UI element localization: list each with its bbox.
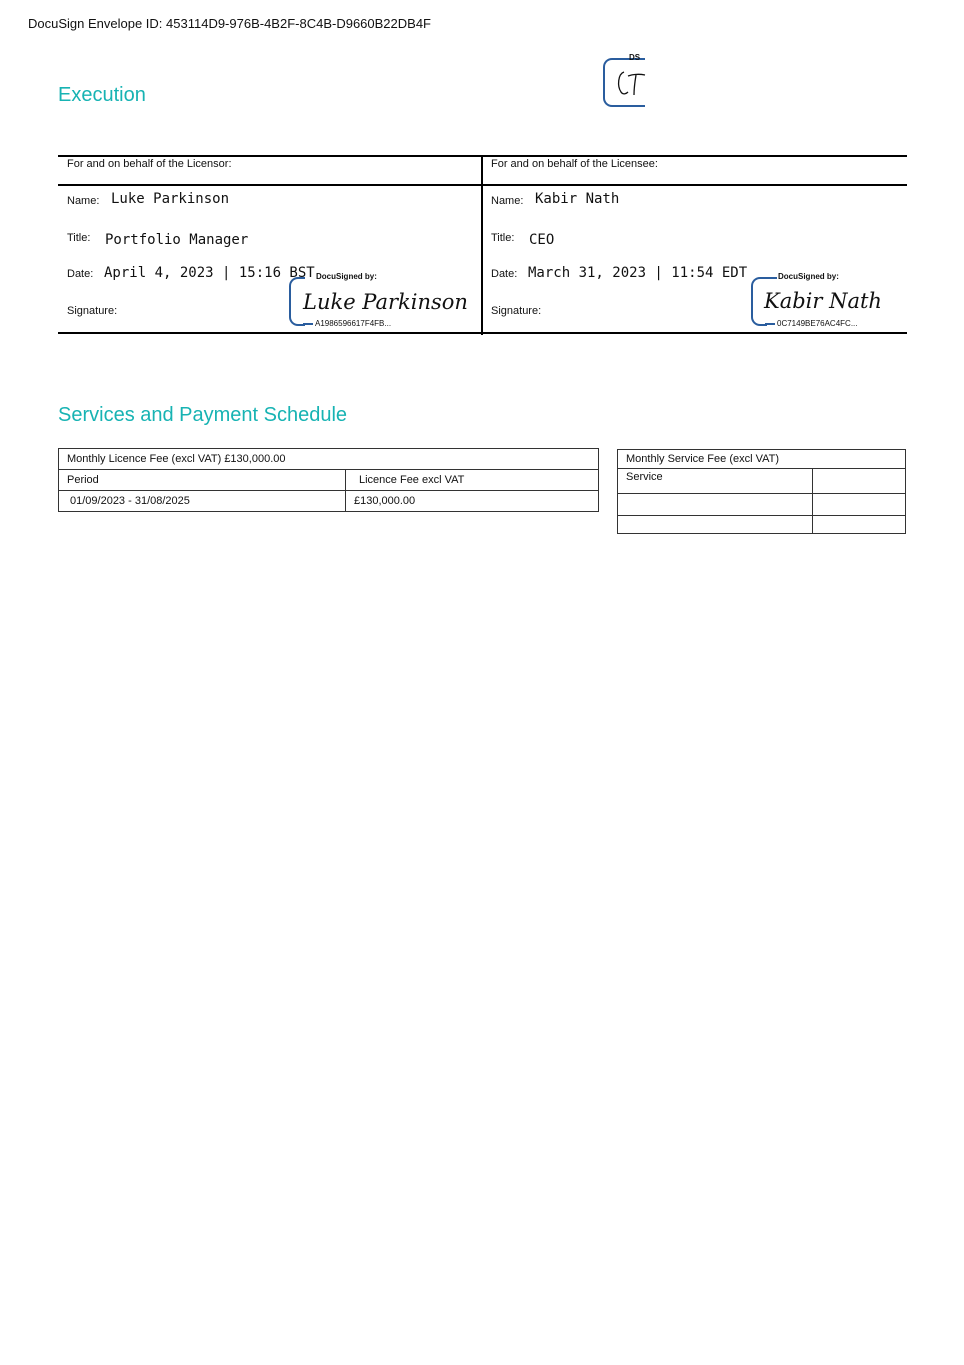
licence-fee-table [58,448,599,512]
licensee-date: March 31, 2023 | 11:54 EDT [528,265,748,281]
licensee-signature-underline [765,323,775,325]
licensee-docusigned-by: DocuSigned by: [778,272,839,281]
licensee-date-label: Date: [491,268,518,280]
table-row [59,491,599,512]
initials-stamp-label: DS [629,53,641,62]
licensee-signature-text: Kabir Nath [764,289,882,313]
licensor-docusigned-by: DocuSigned by: [316,272,377,281]
licensor-signature-label: Signature: [67,305,118,317]
licensor-signature-underline [303,323,313,325]
licensee-signature-image [764,287,884,317]
initials-handwriting-icon [614,68,648,98]
licence-fee-title: Monthly Licence Fee (excl VAT) £130,000.00 [59,449,599,470]
execution-table [58,155,907,335]
period-cell: 01/09/2023 - 31/08/2025 [59,491,346,512]
licensor-date-label: Date: [67,268,94,280]
licensee-signature-label: Signature: [491,305,542,317]
column-header-licence-fee: Licence Fee excl VAT [346,470,599,491]
table-cell [618,494,813,516]
licensor-signature-id: A1986596617F4FB... [315,319,392,328]
table-row [59,449,599,470]
licensee-name-label: Name: [491,195,524,207]
licensee-signature-id: 0C7149BE76AC4FC... [777,319,858,328]
licence-fee-cell: £130,000.00 [346,491,599,512]
licensee-name: Kabir Nath [535,191,620,207]
execution-heading: Execution [58,84,146,106]
licensee-title-label: Title: [491,232,515,244]
licensor-name-label: Name: [67,195,100,207]
table-row [618,516,906,534]
table-column-divider [481,155,483,335]
table-cell [813,516,906,534]
envelope-id: DocuSign Envelope ID: 453114D9-976B-4B2F-8C4B-D9660B22DB4F [28,16,431,31]
table-row [618,469,906,494]
licensor-signature-text: Luke Parkinson [303,290,468,314]
licensee-signature-topline [763,277,777,279]
licensor-title-label: Title: [67,232,91,244]
table-cell [813,494,906,516]
column-header-period: Period [59,470,346,491]
licensor-title: Portfolio Manager [105,232,249,248]
service-fee-title: Monthly Service Fee (excl VAT) [618,450,906,469]
service-fee-table [617,449,906,534]
table-cell [618,516,813,534]
table-row [59,470,599,491]
column-header-service: Service [618,469,813,494]
licensor-date: April 4, 2023 | 15:16 BST [104,265,315,281]
licensee-header: For and on behalf of the Licensee: [491,158,658,170]
licensee-title: CEO [529,232,555,248]
licensor-header: For and on behalf of the Licensor: [67,158,232,170]
services-heading: Services and Payment Schedule [58,404,348,426]
column-header-empty [813,469,906,494]
table-row [618,450,906,469]
licensor-name: Luke Parkinson [111,191,230,207]
licensor-signature-image [303,288,468,318]
table-row [618,494,906,516]
